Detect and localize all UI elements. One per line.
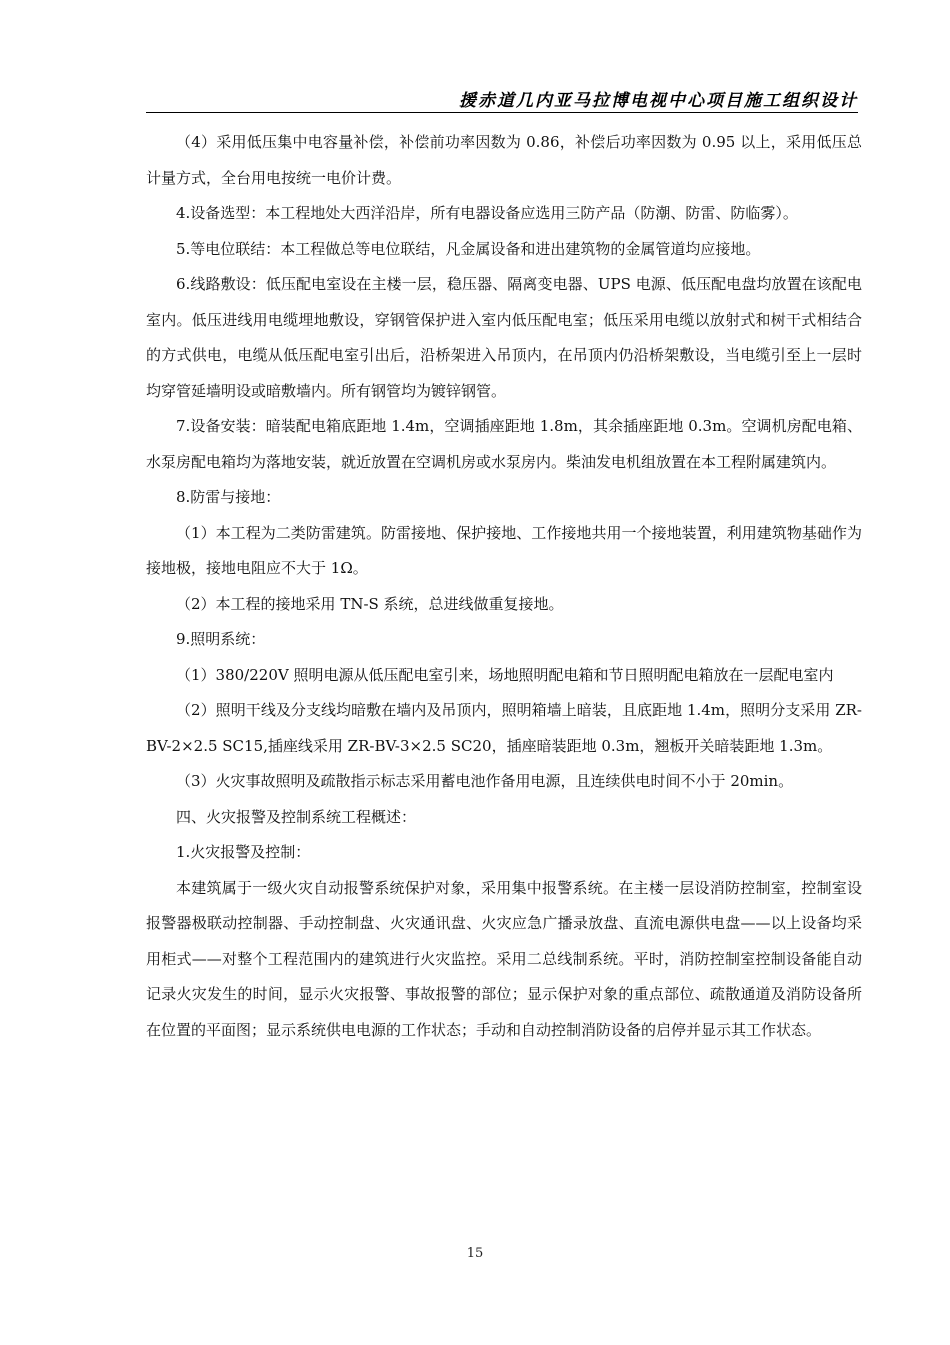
heading-lighting-system: 9.照明系统： (176, 630, 266, 648)
paragraph-equipotential-bonding: 5.等电位联结：本工程做总等电位联结，凡金属设备和进出建筑物的金属管道均应接地。 (176, 239, 761, 258)
paragraph-fire-alarm-description: 本建筑属于一级火灾自动报警系统保护对象，采用集中报警系统。在主楼一层设消防控制室，控制室设报警器极联动控制器、手动控制盘、火灾通讯盘、火灾应急广播录放盘、直流电源供电盘——以上设备均采用柜式——对整个工程范围内的建筑进行火灾监控。采用二总线制系统。平时，消防控制室控制设备能自动记录火灾发生的时间，显示火灾报警、事故报警的部位；显示保护对象的重点部位、疏散通道及消防设备所在位置的平面图；显示系统供电电源的工作状态；手动和自动控制消防设备的启停并显示其工作状态。 (146, 878, 862, 1039)
paragraph-lighting-power: （1）380/220V 照明电源从低压配电室引来，场地照明配电箱和节日照明配电箱放在一层配电室内 (176, 665, 834, 684)
paragraph-grounding-system: （2）本工程的接地采用 TN-S 系统，总进线做重复接地。 (176, 594, 564, 613)
heading-lightning-grounding: 8.防雷与接地： (176, 488, 281, 506)
heading-fire-alarm-control: 1.火灾报警及控制： (176, 843, 311, 861)
page-body (146, 125, 862, 1048)
paragraph-equipment-selection: 4.设备选型：本工程地处大西洋沿岸，所有电器设备应选用三防产品（防潮、防雷、防临雾）。 (176, 204, 798, 222)
paragraph-equipment-installation: 7.设备安装：暗装配电箱底距地 1.4m，空调插座距地 1.8m，其余插座距地 0.3m。空调机房配电箱、水泵房配电箱均为落地安装，就近放置在空调机房或水泵房内。柴油发电机组放置在本工程附属建筑内。 (146, 417, 862, 471)
heading-fire-alarm-overview: 四、火灾报警及控制系统工程概述： (176, 807, 417, 826)
paragraph-lighting-wiring: （2）照明干线及分支线均暗敷在墙内及吊顶内，照明箱墙上暗装，且底距地 1.4m，照明分支采用 ZR-BV-2×2.5 SC15,插座线采用 ZR-BV-3×2.5 SC20，插座暗装距地 0.3m，翘板开关暗装距地 1.3m。 (146, 701, 862, 755)
paragraph-power-compensation: （4）采用低压集中电容量补偿，补偿前功率因数为 0.86，补偿后功率因数为 0.95 以上，采用低压总计量方式，全台用电按统一电价计费。 (146, 133, 862, 187)
running-header: 援赤道几内亚马拉博电视中心项目施工组织设计 (459, 91, 858, 111)
paragraph-emergency-lighting: （3）火灾事故照明及疏散指示标志采用蓄电池作备用电源，且连续供电时间不小于 20min。 (176, 772, 794, 790)
header-divider (146, 112, 858, 113)
paragraph-lightning-class: （1）本工程为二类防雷建筑。防雷接地、保护接地、工作接地共用一个接地装置，利用建筑物基础作为接地极，接地电阻应不大于 1Ω。 (146, 523, 862, 577)
paragraph-wiring-installation: 6.线路敷设：低压配电室设在主楼一层，稳压器、隔离变电器、UPS 电源、低压配电盘均放置在该配电室内。低压进线用电缆埋地敷设，穿钢管保护进入室内低压配电室；低压采用电缆以放射式和树干式相结合的方式供电，电缆从低压配电室引出后，沿桥架进入吊顶内，在吊顶内仍沿桥架敷设，当电缆引至上一层时均穿管延墙明设或暗敷墙内。所有钢管均为镀锌钢管。 (146, 275, 862, 400)
page-number: 15 (466, 1246, 484, 1261)
